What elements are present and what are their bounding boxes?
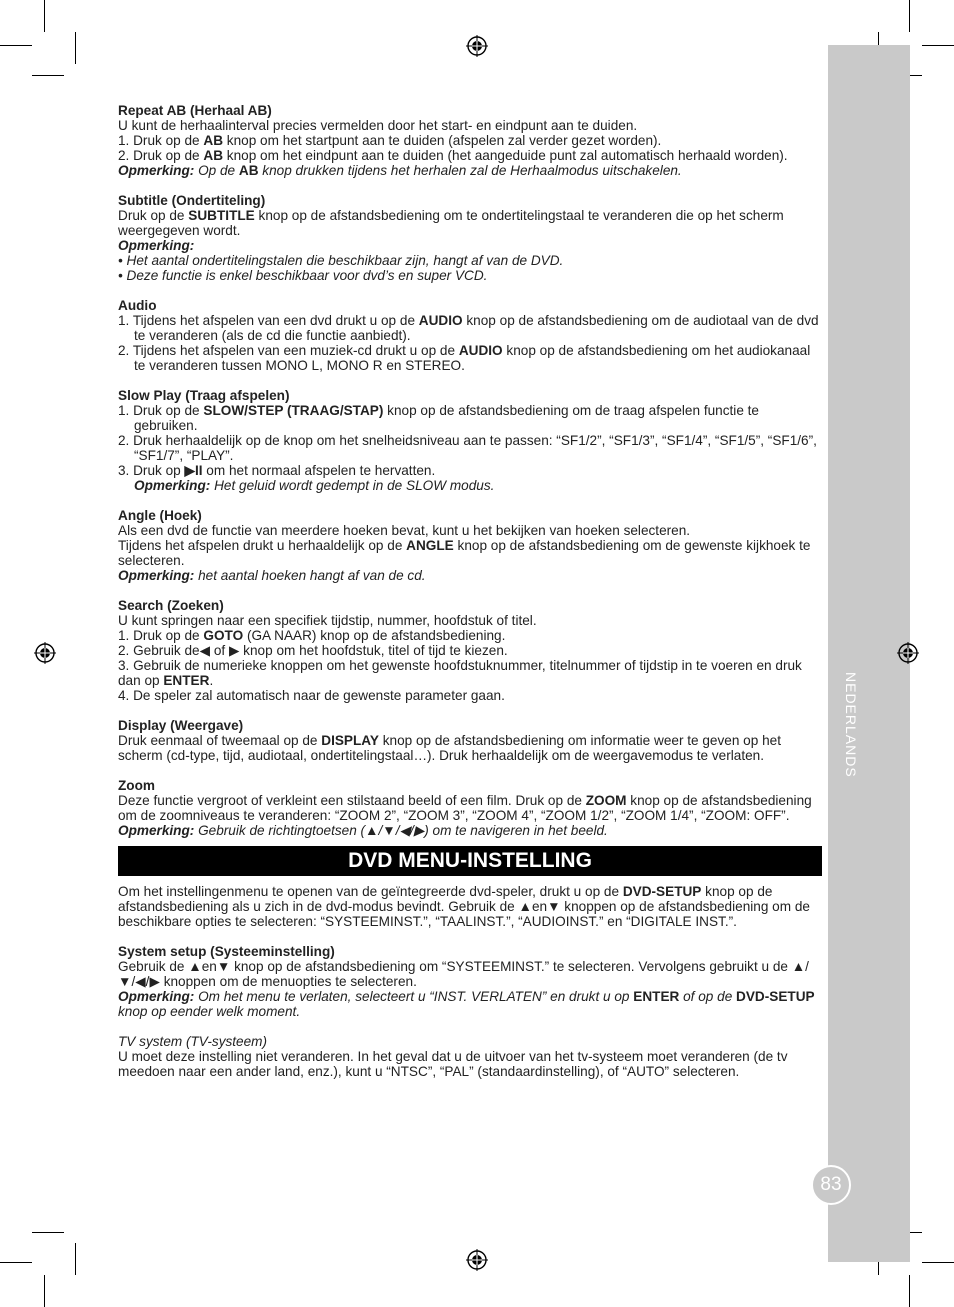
paragraph: Om het instellingenmenu te openen van de geïntegreerde dvd-speler, drukt u op de DVD-SETUP knop op de afstandsbediening als u zich in de dvd-modus bevindt. Gebruik de ▲en▼ knoppen op de afstandsbediening om de beschikbare opties te selecteren: “SYSTEEMINST.”, “TAALINST.”, “AUDIOINST.” en “DIGITALE INST.”.	[118, 884, 810, 929]
paragraph: Druk eenmaal of tweemaal op de DISPLAY knop op de afstandsbediening om informatie weer te geven op het scherm (cd-type, tijd, audiotaal, ondertitelingstaal…). Druk herhaaldelijk om de weergavemodus te verlaten.	[118, 733, 781, 763]
paragraph: Gebruik de ▲en▼ knop op de afstandsbediening om “SYSTEEMINST.” te selecteren. Vervolgens gebruikt u de ▲/▼/◀/▶ knoppen om de menuopties te selecteren.	[118, 959, 809, 989]
section-banner: DVD MENU-INSTELLING	[118, 846, 822, 876]
crop-mark	[922, 1262, 954, 1263]
section-heading: Audio	[118, 298, 157, 313]
note-label: Opmerking:	[118, 238, 195, 253]
paragraph: Druk op de SUBTITLE knop op de afstandsbediening om te ondertitelingstaal te veranderen die op het scherm weergegeven wordt.	[118, 208, 784, 238]
note: Opmerking: het aantal hoeken hangt af van de cd.	[118, 568, 426, 583]
section-heading: Subtitle (Ondertiteling)	[118, 193, 266, 208]
paragraph: U moet deze instelling niet veranderen. In het geval dat u de uitvoer van het tv-systeem moet veranderen (de tv meedoen naar een ander land, enz.), kunt u “NTSC”, “PAL” (standaardinstelling), of “AUTO” selecteren.	[118, 1049, 788, 1079]
note: Opmerking: Gebruik de richtingtoetsen (▲/▼/◀/▶) om te navigeren in het beeld.	[118, 823, 608, 838]
main-content	[118, 103, 822, 1079]
note-bullet: • Het aantal ondertitelingstalen die beschikbaar zijn, hangt af van de DVD.	[118, 253, 564, 268]
note-bullet: • Deze functie is enkel beschikbaar voor dvd’s en super VCD.	[118, 268, 488, 283]
registration-mark-icon	[34, 642, 56, 664]
section-heading: Search (Zoeken)	[118, 598, 224, 613]
section-heading: Angle (Hoek)	[118, 508, 202, 523]
page-number: 83	[811, 1165, 851, 1205]
list-item: 2. Tijdens het afspelen van een muziek-cd drukt u op de AUDIO knop op de afstandsbediening om het audiokanaal te veranderen tussen MONO L, MONO R en STEREO.	[118, 343, 811, 373]
section-heading: Slow Play (Traag afspelen)	[118, 388, 290, 403]
list-item: 1. Druk op de GOTO (GA NAAR) knop op de afstandsbediening.	[118, 628, 506, 643]
note: Opmerking: Op de AB knop drukken tijdens het herhalen zal de Herhaalmodus uitschakelen.	[118, 163, 682, 178]
crop-mark	[32, 75, 64, 76]
section-heading: Repeat AB (Herhaal AB)	[118, 103, 272, 118]
language-label: NEDERLANDS	[843, 672, 859, 778]
crop-mark	[909, 0, 910, 32]
section-heading: System setup (Systeeminstelling)	[118, 944, 335, 959]
paragraph: U kunt springen naar een specifiek tijdstip, nummer, hoofdstuk of titel.	[118, 613, 537, 628]
list-item: 3. Gebruik de numerieke knoppen om het gewenste hoofdstuknummer, titelnummer of tijdstip in te voeren en druk dan op ENTER.	[118, 658, 802, 688]
note: Opmerking: Het geluid wordt gedempt in de SLOW modus.	[134, 478, 495, 493]
note: Opmerking: Om het menu te verlaten, selecteert u “INST. VERLATEN” en drukt u op ENTER of op de DVD-SETUP knop op eender welk moment.	[118, 989, 815, 1019]
list-item: 4. De speler zal automatisch naar de gewenste parameter gaan.	[118, 688, 505, 703]
crop-mark	[75, 32, 76, 64]
paragraph: Deze functie vergroot of verkleint een stilstaand beeld of een film. Druk op de ZOOM knop op de afstandsbediening om de zoomniveaus te veranderen: “ZOOM 2”, “ZOOM 3”, “ZOOM 4”, “ZOOM 1/2”, “ZOOM 1/4”, “ZOOM: OFF”.	[118, 793, 812, 823]
registration-mark-icon	[466, 1249, 488, 1271]
paragraph: Tijdens het afspelen drukt u herhaaldelijk op de ANGLE knop op de afstandsbediening om de gewenste kijkhoek te selecteren.	[118, 538, 811, 568]
paragraph: Als een dvd de functie van meerdere hoeken bevat, kunt u het bekijken van hoeken selecteren.	[118, 523, 691, 538]
crop-mark	[32, 1232, 64, 1233]
list-item: 1. Druk op de SLOW/STEP (TRAAG/STAP) knop op de afstandsbediening om de traag afspelen functie te gebruiken.	[118, 403, 759, 433]
crop-mark	[909, 1275, 910, 1307]
section-heading: Zoom	[118, 778, 155, 793]
list-item: 2. Druk herhaaldelijk op de knop om het snelheidsniveau aan te passen: “SF1/2”, “SF1/3”, “SF1/4”, “SF1/5”, “SF1/6”, “SF1/7”, “PLAY”.	[118, 433, 817, 463]
list-item: 2. Gebruik de◀ of ▶ knop om het hoofdstuk, titel of tijd te kiezen.	[118, 643, 508, 658]
list-item: 1. Tijdens het afspelen van een dvd drukt u op de AUDIO knop op de afstandsbediening om de audiotaal van de dvd te veranderen (als de cd die functie aanbiedt).	[118, 313, 819, 343]
paragraph: U kunt de herhaalinterval precies vermelden door het start- en eindpunt aan te duiden.	[118, 118, 638, 133]
registration-mark-icon	[466, 35, 488, 57]
crop-mark	[922, 45, 954, 46]
list-item: 2. Druk op de AB knop om het eindpunt aan te duiden (het aangeduide punt zal automatisch herhaald worden).	[118, 148, 788, 163]
section-heading: TV system (TV-systeem)	[118, 1034, 268, 1049]
crop-mark	[0, 1262, 32, 1263]
list-item: 1. Druk op de AB knop om het startpunt aan te duiden (afspelen zal verder gezet worden).	[118, 133, 662, 148]
crop-mark	[44, 1275, 45, 1307]
list-item: 3. Druk op ▶II om het normaal afspelen te hervatten.	[118, 463, 436, 478]
registration-mark-icon	[897, 642, 919, 664]
crop-mark	[75, 1243, 76, 1275]
crop-mark	[0, 45, 32, 46]
section-heading: Display (Weergave)	[118, 718, 244, 733]
crop-mark	[44, 0, 45, 32]
